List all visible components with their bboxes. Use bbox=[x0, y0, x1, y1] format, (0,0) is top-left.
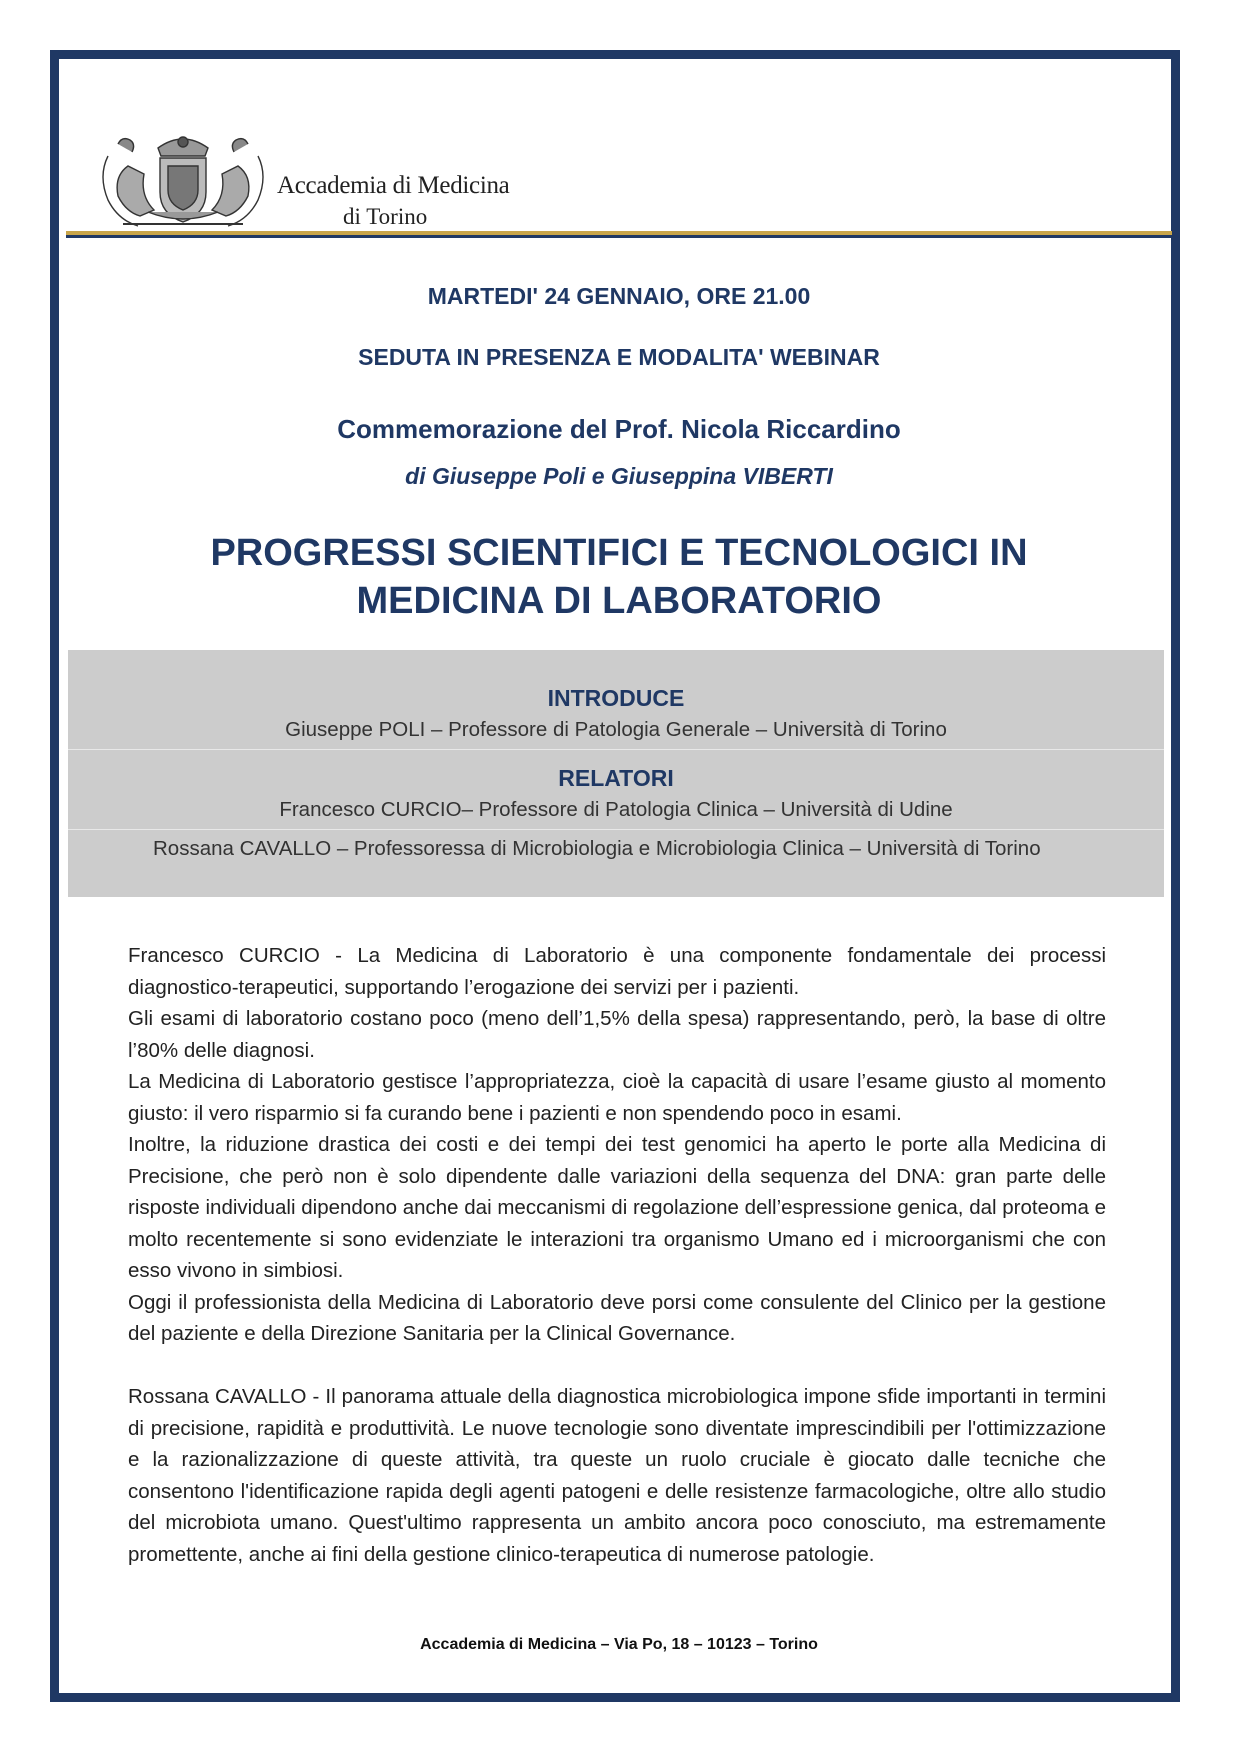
relatori-heading: RELATORI bbox=[558, 765, 674, 791]
abstract-paragraph: Gli esami di laboratorio costano poco (meno dell’1,5% della spesa) rappresentando, però, la base di oltre l’80% delle diagnosi. bbox=[128, 1007, 1106, 1062]
abstract-paragraph: Oggi il professionista della Medicina di Laboratorio deve porsi come consulente del Clinico per la gestione del paziente e della Direzione Sanitaria per la Clinical Governance. bbox=[128, 1290, 1106, 1345]
abstract-paragraph: Francesco CURCIO - La Medicina di Laboratorio è una componente fondamentale dei processi diagnostico-terapeutici, supportando l’erogazione dei servizi per i pazienti. bbox=[128, 944, 1106, 999]
speakers-divider bbox=[68, 749, 1164, 750]
speakers-box bbox=[68, 650, 1164, 897]
relatore-cavallo-line: Rossana CAVALLO – Professoressa di Microbiologia e Microbiologia Clinica – Università di Torino bbox=[153, 837, 1041, 860]
header-rule-navy bbox=[66, 235, 1172, 238]
logo-name-line2: di Torino bbox=[343, 204, 428, 229]
abstract-paragraph: La Medicina di Laboratorio gestisce l’appropriatezza, cioè la capacità di usare l’esame giusto al momento giusto: il vero risparmio si fa curando bene i pazienti e non spendendo poco in esami. bbox=[128, 1070, 1106, 1125]
footer-address: Accademia di Medicina – Via Po, 18 – 10123 – Torino bbox=[420, 1636, 818, 1653]
cavallo-abstract bbox=[128, 1381, 1106, 1570]
academy-crest-logo bbox=[88, 126, 278, 234]
event-title-line2: MEDICINA DI LABORATORIO bbox=[356, 580, 882, 622]
introduce-heading: INTRODUCE bbox=[547, 685, 685, 711]
event-title bbox=[66, 529, 1172, 625]
speakers-divider bbox=[68, 829, 1164, 830]
relatore-curcio-line: Francesco CURCIO– Professore di Patologia Clinica – Università di Udine bbox=[279, 798, 953, 821]
abstract-paragraph: Rossana CAVALLO - Il panorama attuale della diagnostica microbiologica impone sfide importanti in termini di precisione, rapidità e produttività. Le nuove tecnologie sono diventate imprescindibili per l'ottimizzazione e la razionalizzazione di queste attività, tra queste un ruolo cruciale è giocato dalle tecniche che consentono l'identificazione rapida degli agenti patogeni e delle resistenze farmacologiche, oltre allo studio del microbiota umano. Quest'ultimo rappresenta un ambito ancora poco conosciuto, ma estremamente promettente, anche ai fini della gestione clinico-terapeutica di numerose patologie. bbox=[128, 1385, 1106, 1566]
logo-name-line1: Accademia di Medicina bbox=[277, 172, 510, 199]
event-mode: SEDUTA IN PRESENZA E MODALITA' WEBINAR bbox=[358, 344, 880, 370]
event-title-line1: PROGRESSI SCIENTIFICI E TECNOLOGICI IN bbox=[210, 532, 1028, 574]
introducer-line: Giuseppe POLI – Professore di Patologia Generale – Università di Torino bbox=[285, 718, 947, 741]
commemoration-authors: di Giuseppe Poli e Giuseppina VIBERTI bbox=[405, 463, 833, 489]
abstract-paragraph: Inoltre, la riduzione drastica dei costi e dei tempi dei test genomici ha aperto le porte alla Medicina di Precisione, che però non è solo dipendente dalle variazioni della sequenza del DNA: gran parte delle risposte individuali dipendono anche dai meccanismi di regolazione dell’espressione genica, dal proteoma e molto recentemente si sono evidenziate le interazioni tra organismo Umano ed i microorganismi che con esso vivono in simbiosi. bbox=[128, 1133, 1106, 1282]
commemoration-title: Commemorazione del Prof. Nicola Riccardino bbox=[337, 414, 901, 444]
event-date: MARTEDI' 24 GENNAIO, ORE 21.00 bbox=[427, 283, 811, 309]
curcio-abstract bbox=[128, 940, 1106, 1350]
